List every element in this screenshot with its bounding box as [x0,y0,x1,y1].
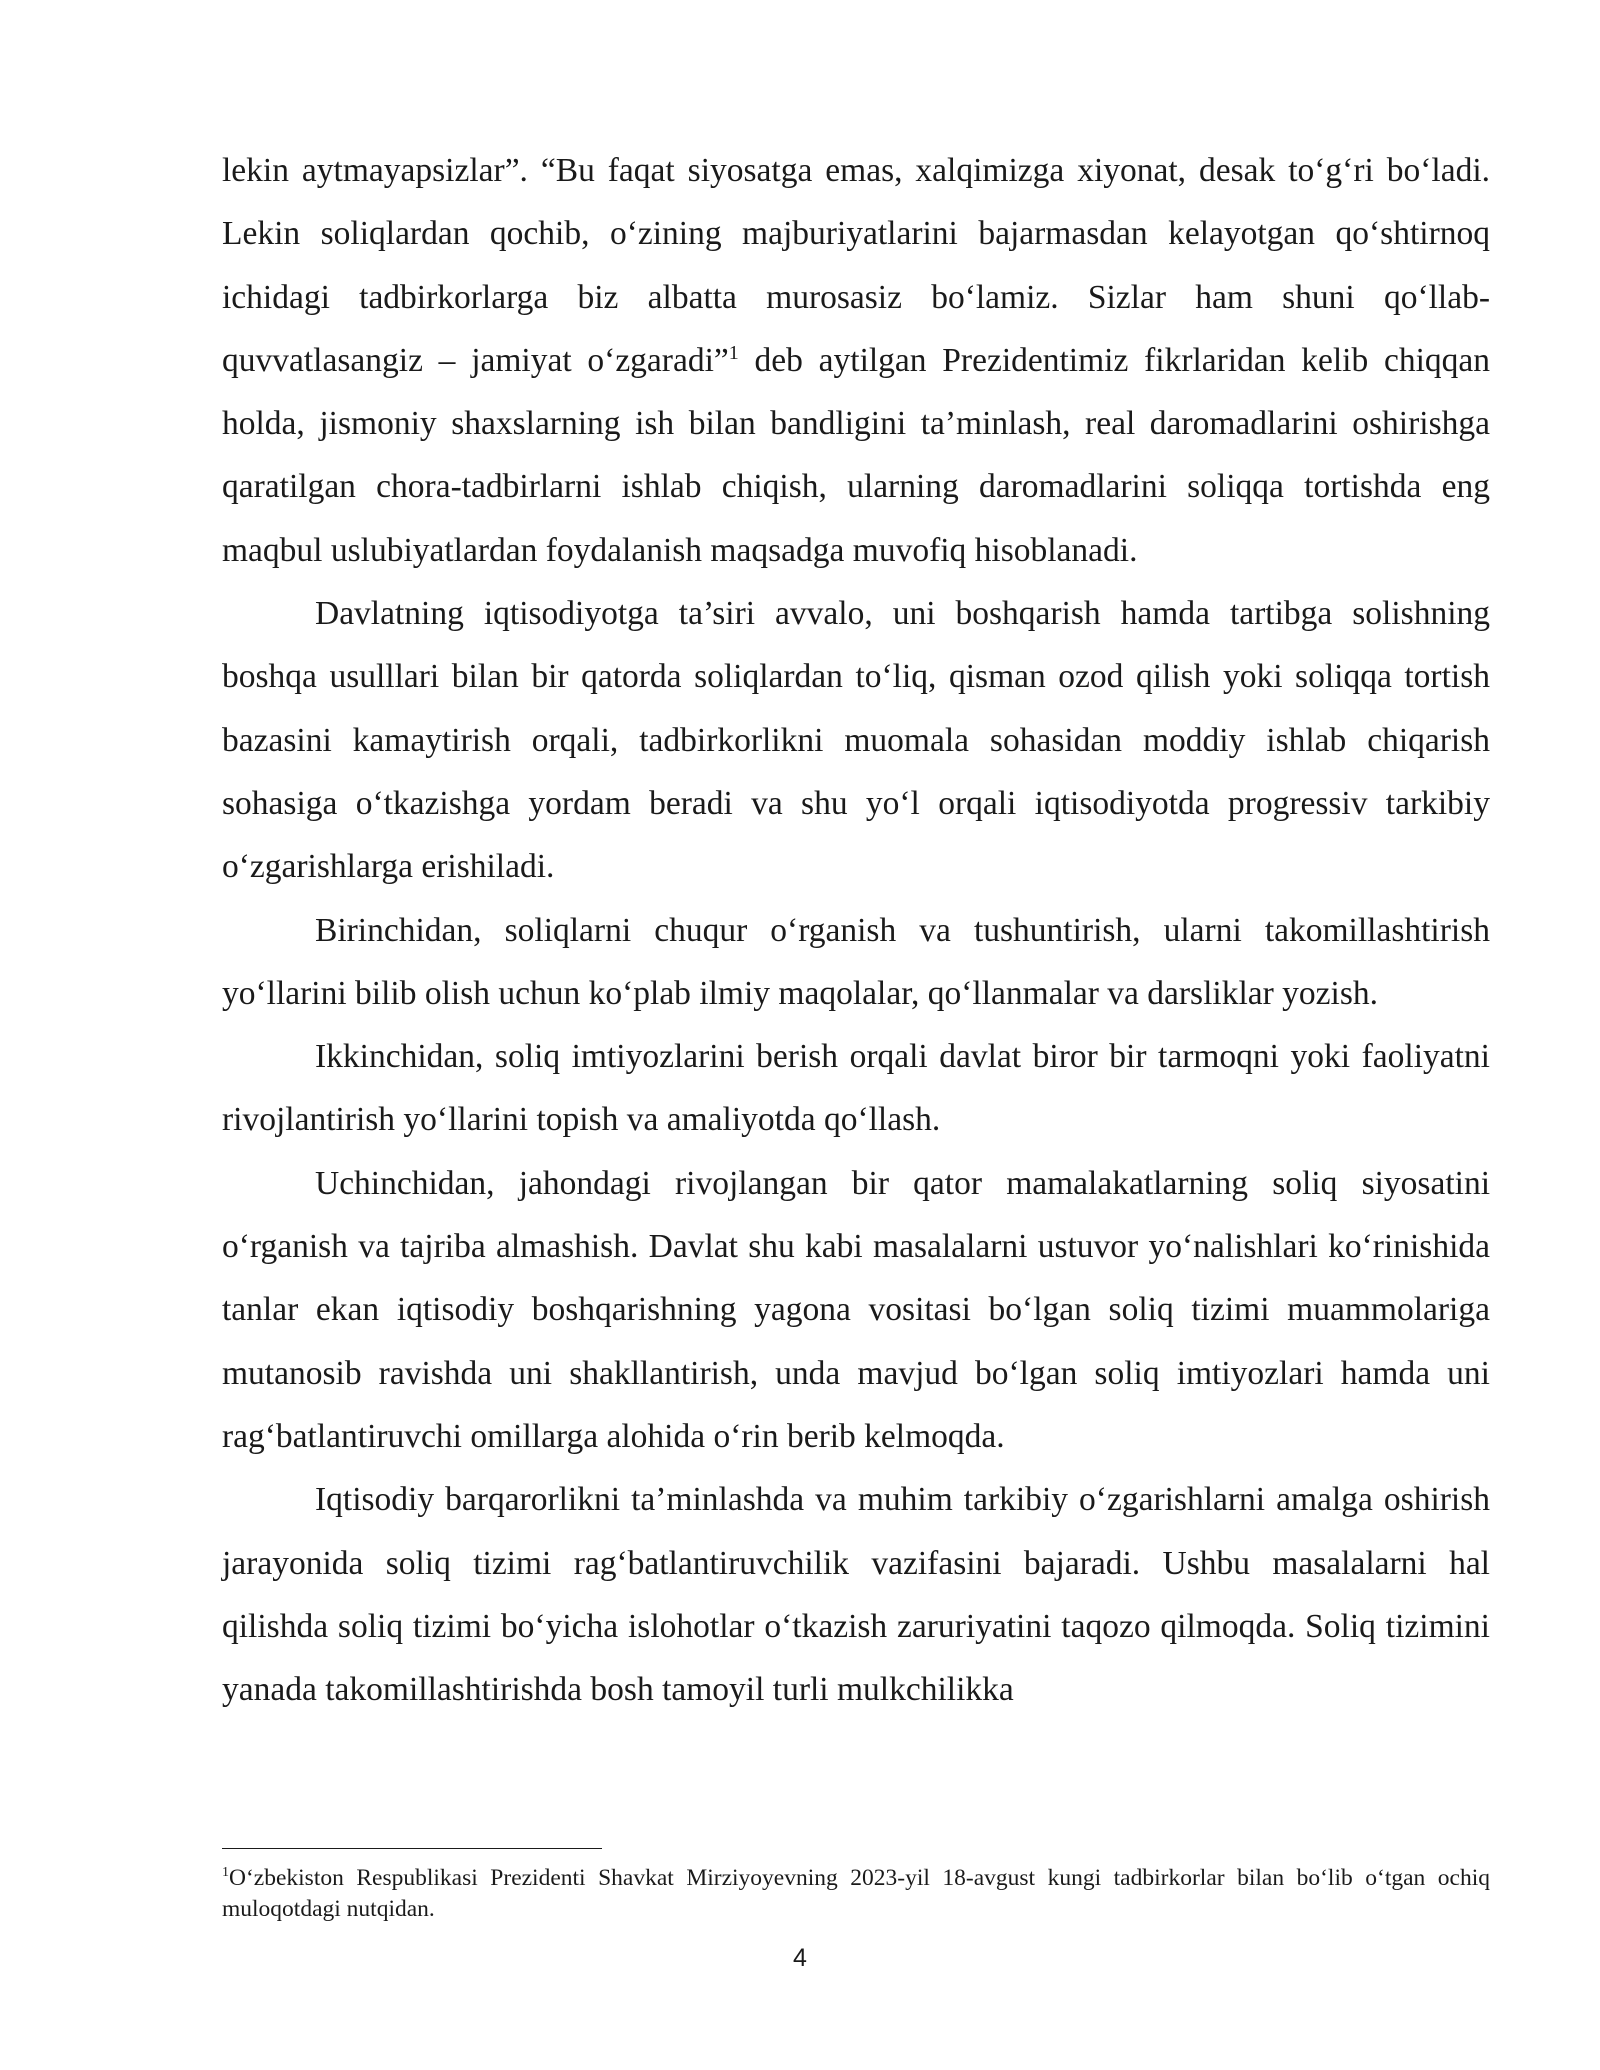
footnote-area [222,1848,1490,1925]
paragraph-6: Iqtisodiy barqarorlikni ta’minlashda va muhim tarkibiy o‘zgarishlarni amalga oshirish jarayonida soliq tizimi rag‘batlantiruvchilik vazifasini bajaradi. Ushbu masalalarni hal qilishda soliq tizimi bo‘yicha islohotlar o‘tkazish zaruriyatini taqozo qilmoqda. Soliq tizimini yanada takomillashtirishda bosh tamoyil turli mulkchilikka [222,1481,1490,1709]
paragraph-1 [222,139,1490,582]
paragraph-3: Birinchidan, soliqlarni chuqur o‘rganish va tushuntirish, ularni takomillashtirish yo‘llarini bilib olish uchun ko‘plab ilmiy maqolalar, qo‘llanmalar va darsliklar yozish. [222,911,1490,1012]
paragraph-2: Davlatning iqtisodiyotga ta’siri avvalo, uni boshqarish hamda tartibga solishning boshqa usulllari bilan bir qatorda soliqlardan to‘liq, qisman ozod qilish yoki soliqqa tortish bazasini kamaytirish orqali, tadbirkorlikni muomala sohasidan moddiy ishlab chiqarish sohasiga o‘tkazishga yordam beradi va shu yo‘l orqali iqtisodiyotda progressiv tarkibiy o‘zgarishlarga erishiladi. [222,595,1490,886]
footnote-reference[interactable]: 1 [728,341,739,364]
page-number: 4 [793,1944,807,1972]
paragraph-1-text-after-ref: deb aytilgan Prezidentimiz fikrlaridan kelib chiqqan holda, jismoniy shaxslarning ish bilan bandligini ta’minlash, real daromadlarini oshirishga qaratilgan chora-tadbirlarni ishlab chiqish, ularning daromadlarini soliqqa tortishda eng maqbul uslubiyatlardan foydalanish maqsadga muvofiq hisoblanadi. [222,341,1491,569]
paragraph-4: Ikkinchidan, soliq imtiyozlarini berish orqali davlat biror bir tarmoqni yoki faoliyatni rivojlantirish yo‘llarini topish va amaliyotda qo‘llash. [222,1038,1490,1139]
page-body [222,139,1490,1721]
footnote-marker: 1 [222,1865,229,1881]
paragraph-1-text-before-ref: lekin aytmayapsizlar”. “Bu faqat siyosatga emas, xalqimizga xiyonat, desak to‘g‘ri bo‘ladi. Lekin soliqlardan qochib, o‘zining majburiyatlarini bajarmasdan kelayotgan qo‘shtirnoq ichidagi tadbirkorlarga biz albatta murosasiz bo‘lamiz. Sizlar ham shuni qo‘llab-quvvatlasangiz – jamiyat o‘zgaradi” [222,152,1490,379]
document-body [222,139,1490,1721]
footnote [222,1863,1490,1925]
paragraph-5: Uchinchidan, jahondagi rivojlangan bir qator mamalakatlarning soliq siyosatini o‘rganish va tajriba almashish. Davlat shu kabi masalalarni ustuvor yo‘nalishlari ko‘rinishida tanlar ekan iqtisodiy boshqarishning yagona vositasi bo‘lgan soliq tizimi muammolariga mutanosib ravishda uni shakllantirish, unda mavjud bo‘lgan soliq imtiyozlari hamda uni rag‘batlantiruvchi omillarga alohida o‘rin berib kelmoqda. [222,1164,1490,1455]
footnote-separator [222,1848,602,1849]
footnote-text: O‘zbekiston Respublikasi Prezidenti Shavkat Mirziyoyevning 2023-yil 18-avgust kungi tadbirkorlar bilan bo‘lib o‘tgan ochiq muloqotdagi nutqidan. [222,1865,1490,1922]
